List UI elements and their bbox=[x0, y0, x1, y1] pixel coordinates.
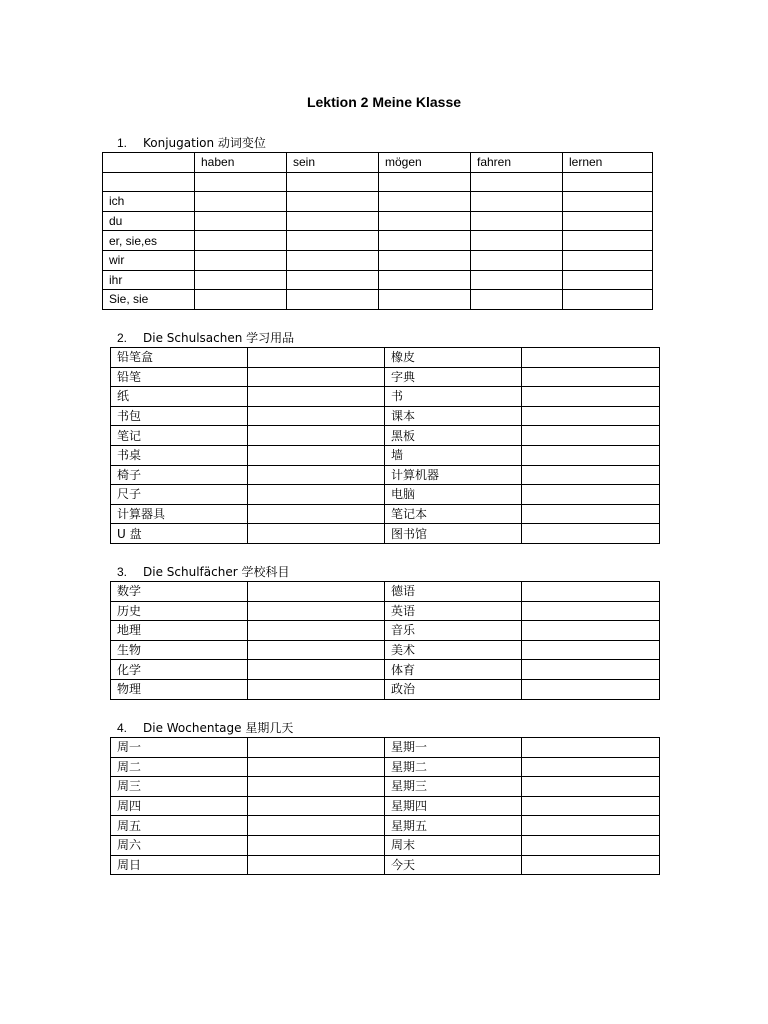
term-cell: 计算器具 bbox=[111, 504, 248, 524]
section-heading-konjugation bbox=[117, 136, 266, 150]
term-cell: 星期三 bbox=[385, 777, 522, 797]
answer-cell bbox=[522, 738, 660, 758]
term-cell: 周一 bbox=[111, 738, 248, 758]
term-cell: 体育 bbox=[385, 660, 522, 680]
table-row bbox=[111, 504, 660, 524]
answer-cell bbox=[563, 172, 653, 192]
table-row bbox=[111, 406, 660, 426]
table-row bbox=[111, 348, 660, 368]
answer-cell bbox=[563, 192, 653, 212]
answer-cell bbox=[471, 290, 563, 310]
term-cell: 周四 bbox=[111, 796, 248, 816]
answer-cell bbox=[522, 816, 660, 836]
answer-cell bbox=[248, 504, 385, 524]
section-label: Die Schulfächer 学校科目 bbox=[143, 565, 290, 579]
table-row bbox=[111, 640, 660, 660]
verb-header-cell: mögen bbox=[379, 153, 471, 173]
answer-cell bbox=[563, 211, 653, 231]
answer-cell bbox=[471, 231, 563, 251]
section-heading-schulfaecher bbox=[117, 565, 289, 579]
pronoun-cell: du bbox=[103, 211, 195, 231]
answer-cell bbox=[248, 738, 385, 758]
pronoun-cell: wir bbox=[103, 250, 195, 270]
pronoun-cell: Sie, sie bbox=[103, 290, 195, 310]
verb-header-cell: sein bbox=[287, 153, 379, 173]
answer-cell bbox=[471, 211, 563, 231]
term-cell: 物理 bbox=[111, 679, 248, 699]
term-cell: 铅笔盒 bbox=[111, 348, 248, 368]
table-row bbox=[111, 816, 660, 836]
answer-cell bbox=[522, 582, 660, 602]
table-row bbox=[111, 777, 660, 797]
answer-cell bbox=[195, 270, 287, 290]
answer-cell bbox=[379, 192, 471, 212]
term-cell: 星期四 bbox=[385, 796, 522, 816]
answer-cell bbox=[248, 777, 385, 797]
answer-cell bbox=[522, 757, 660, 777]
term-cell: 笔记 bbox=[111, 426, 248, 446]
table-row bbox=[103, 250, 653, 270]
answer-cell bbox=[195, 250, 287, 270]
term-cell: 字典 bbox=[385, 367, 522, 387]
term-cell: 周日 bbox=[111, 855, 248, 875]
table-row bbox=[111, 582, 660, 602]
table-row bbox=[111, 757, 660, 777]
answer-cell bbox=[287, 231, 379, 251]
table-row bbox=[111, 465, 660, 485]
schulsachen-table bbox=[110, 347, 660, 544]
term-cell: 周三 bbox=[111, 777, 248, 797]
answer-cell bbox=[248, 835, 385, 855]
table-row bbox=[111, 367, 660, 387]
answer-cell bbox=[471, 192, 563, 212]
term-cell: 星期五 bbox=[385, 816, 522, 836]
table-row bbox=[111, 855, 660, 875]
answer-cell bbox=[248, 426, 385, 446]
verb-header-cell: fahren bbox=[471, 153, 563, 173]
term-cell: 生物 bbox=[111, 640, 248, 660]
answer-cell bbox=[248, 465, 385, 485]
section-heading-schulsachen bbox=[117, 331, 294, 345]
answer-cell bbox=[195, 172, 287, 192]
table-row bbox=[103, 192, 653, 212]
term-cell: 书包 bbox=[111, 406, 248, 426]
answer-cell bbox=[522, 679, 660, 699]
verb-header-cell: haben bbox=[195, 153, 287, 173]
answer-cell bbox=[248, 816, 385, 836]
answer-cell bbox=[522, 835, 660, 855]
answer-cell bbox=[379, 250, 471, 270]
answer-cell bbox=[379, 270, 471, 290]
term-cell: 铅笔 bbox=[111, 367, 248, 387]
term-cell: 尺子 bbox=[111, 485, 248, 505]
answer-cell bbox=[522, 777, 660, 797]
answer-cell bbox=[287, 250, 379, 270]
answer-cell bbox=[522, 367, 660, 387]
answer-cell bbox=[287, 172, 379, 192]
term-cell: 笔记本 bbox=[385, 504, 522, 524]
answer-cell bbox=[522, 504, 660, 524]
answer-cell bbox=[248, 445, 385, 465]
answer-cell bbox=[248, 796, 385, 816]
answer-cell bbox=[522, 426, 660, 446]
pronoun-cell bbox=[103, 172, 195, 192]
table-row bbox=[111, 835, 660, 855]
answer-cell bbox=[563, 231, 653, 251]
answer-cell bbox=[248, 855, 385, 875]
table-row bbox=[103, 211, 653, 231]
table-row bbox=[111, 601, 660, 621]
answer-cell bbox=[248, 367, 385, 387]
section-number: 4. bbox=[117, 721, 128, 735]
term-cell: 书 bbox=[385, 387, 522, 407]
answer-cell bbox=[287, 211, 379, 231]
table-row bbox=[111, 796, 660, 816]
section-label: Konjugation 动词变位 bbox=[143, 136, 266, 150]
section-label: Die Schulsachen 学习用品 bbox=[143, 331, 295, 345]
answer-cell bbox=[248, 348, 385, 368]
verb-header-cell bbox=[103, 153, 195, 173]
table-row bbox=[103, 290, 653, 310]
pronoun-cell: ihr bbox=[103, 270, 195, 290]
answer-cell bbox=[379, 172, 471, 192]
section-number: 3. bbox=[117, 565, 128, 579]
answer-cell bbox=[522, 621, 660, 641]
section-number: 1. bbox=[117, 136, 128, 150]
answer-cell bbox=[522, 445, 660, 465]
term-cell: 化学 bbox=[111, 660, 248, 680]
table-row bbox=[111, 485, 660, 505]
term-cell: 美术 bbox=[385, 640, 522, 660]
answer-cell bbox=[471, 270, 563, 290]
term-cell: 数学 bbox=[111, 582, 248, 602]
term-cell: 电脑 bbox=[385, 485, 522, 505]
term-cell: U 盘 bbox=[111, 524, 248, 544]
schulfaecher-table bbox=[110, 581, 660, 700]
term-cell: 椅子 bbox=[111, 465, 248, 485]
answer-cell bbox=[287, 192, 379, 212]
answer-cell bbox=[522, 524, 660, 544]
term-cell: 政治 bbox=[385, 679, 522, 699]
answer-cell bbox=[287, 270, 379, 290]
answer-cell bbox=[195, 231, 287, 251]
table-row bbox=[103, 231, 653, 251]
term-cell: 周末 bbox=[385, 835, 522, 855]
answer-cell bbox=[248, 601, 385, 621]
answer-cell bbox=[522, 640, 660, 660]
table-row bbox=[111, 679, 660, 699]
pronoun-cell: er, sie,es bbox=[103, 231, 195, 251]
verb-header-cell: lernen bbox=[563, 153, 653, 173]
pronoun-cell: ich bbox=[103, 192, 195, 212]
answer-cell bbox=[248, 387, 385, 407]
table-row bbox=[111, 524, 660, 544]
term-cell: 图书馆 bbox=[385, 524, 522, 544]
answer-cell bbox=[248, 524, 385, 544]
answer-cell bbox=[248, 660, 385, 680]
table-row bbox=[103, 172, 653, 192]
section-heading-wochentage bbox=[117, 721, 293, 735]
table-row bbox=[111, 445, 660, 465]
term-cell: 书桌 bbox=[111, 445, 248, 465]
answer-cell bbox=[522, 601, 660, 621]
answer-cell bbox=[471, 172, 563, 192]
answer-cell bbox=[522, 465, 660, 485]
table-row bbox=[111, 387, 660, 407]
term-cell: 计算机器 bbox=[385, 465, 522, 485]
answer-cell bbox=[248, 406, 385, 426]
answer-cell bbox=[563, 270, 653, 290]
answer-cell bbox=[471, 250, 563, 270]
term-cell: 星期一 bbox=[385, 738, 522, 758]
answer-cell bbox=[248, 640, 385, 660]
term-cell: 今天 bbox=[385, 855, 522, 875]
answer-cell bbox=[248, 679, 385, 699]
wochentage-table bbox=[110, 737, 660, 875]
table-row bbox=[111, 621, 660, 641]
term-cell: 英语 bbox=[385, 601, 522, 621]
section-label: Die Wochentage 星期几天 bbox=[143, 721, 294, 735]
table-header-row bbox=[103, 153, 653, 173]
table-row bbox=[111, 426, 660, 446]
answer-cell bbox=[522, 855, 660, 875]
term-cell: 墙 bbox=[385, 445, 522, 465]
answer-cell bbox=[287, 290, 379, 310]
term-cell: 橡皮 bbox=[385, 348, 522, 368]
term-cell: 音乐 bbox=[385, 621, 522, 641]
term-cell: 纸 bbox=[111, 387, 248, 407]
conjugation-table bbox=[102, 152, 653, 310]
answer-cell bbox=[522, 406, 660, 426]
answer-cell bbox=[195, 192, 287, 212]
answer-cell bbox=[522, 387, 660, 407]
term-cell: 地理 bbox=[111, 621, 248, 641]
term-cell: 历史 bbox=[111, 601, 248, 621]
answer-cell bbox=[248, 582, 385, 602]
term-cell: 周二 bbox=[111, 757, 248, 777]
section-number: 2. bbox=[117, 331, 128, 345]
answer-cell bbox=[248, 621, 385, 641]
answer-cell bbox=[379, 290, 471, 310]
page-title: Lektion 2 Meine Klasse bbox=[306, 94, 462, 110]
table-row bbox=[111, 660, 660, 680]
answer-cell bbox=[195, 290, 287, 310]
term-cell: 周六 bbox=[111, 835, 248, 855]
term-cell: 星期二 bbox=[385, 757, 522, 777]
table-row bbox=[111, 738, 660, 758]
answer-cell bbox=[379, 231, 471, 251]
table-row bbox=[103, 270, 653, 290]
answer-cell bbox=[563, 250, 653, 270]
answer-cell bbox=[522, 660, 660, 680]
answer-cell bbox=[248, 757, 385, 777]
answer-cell bbox=[522, 485, 660, 505]
term-cell: 黑板 bbox=[385, 426, 522, 446]
answer-cell bbox=[563, 290, 653, 310]
answer-cell bbox=[379, 211, 471, 231]
answer-cell bbox=[522, 796, 660, 816]
answer-cell bbox=[522, 348, 660, 368]
term-cell: 课本 bbox=[385, 406, 522, 426]
term-cell: 德语 bbox=[385, 582, 522, 602]
answer-cell bbox=[195, 211, 287, 231]
term-cell: 周五 bbox=[111, 816, 248, 836]
answer-cell bbox=[248, 485, 385, 505]
